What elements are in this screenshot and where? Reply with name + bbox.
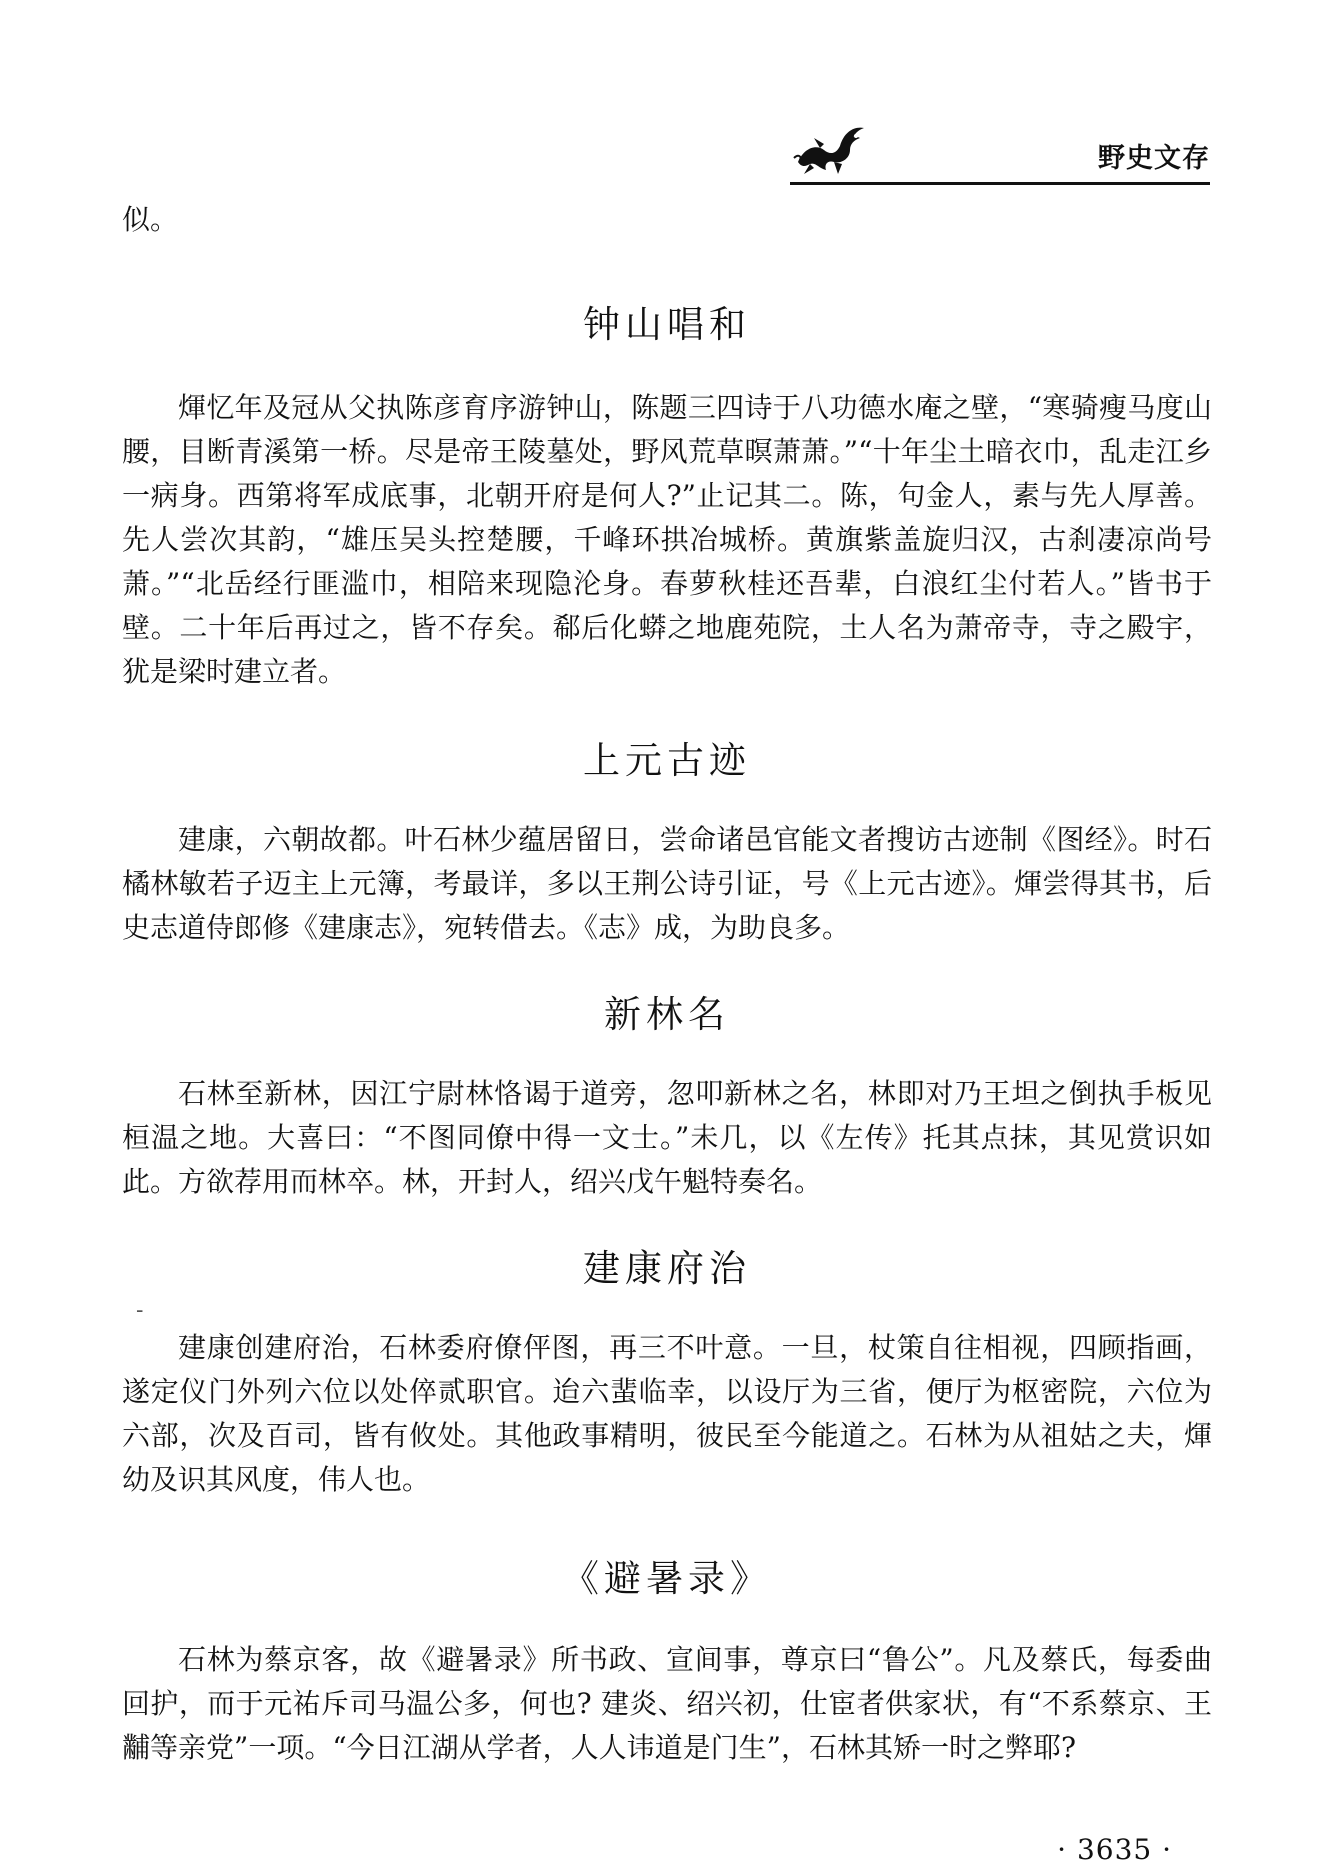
header-rule (790, 182, 1210, 185)
page-header (790, 118, 1210, 184)
section-paragraph: 建康创建府治，石林委府僚伻图，再三不叶意。一旦，杖策自往相视，四顾指画，遂定仪门外列六位以处倅贰职官。迨六蜚临幸，以设厅为三省，便厅为枢密院，六位为六部，次及百司，皆有攸处。其他政事精明，彼民至今能道之。石林为从祖姑之夫，煇幼及识其风度，伟人也。 (122, 1331, 1212, 1496)
opening-line: 似。 (122, 203, 179, 236)
section-paragraph: 建康，六朝故都。叶石林少蕴居留日，尝命诸邑官能文者搜访古迹制《图经》。时石橘林敏若子迈主上元簿，考最详，多以王荆公诗引证，号《上元古迹》。煇尝得其书，后史志道侍郎修《建康志》，宛转借去。《志》成，为助良多。 (122, 823, 1212, 944)
section-title: 钟山唱和 (583, 303, 751, 346)
section-title: 新林名 (604, 993, 730, 1036)
page-number: · 3635 · (1057, 1833, 1172, 1866)
running-title: 野史文存 (1098, 143, 1210, 174)
margin-mark: - (136, 1298, 144, 1323)
page-body (122, 198, 1212, 1770)
section-paragraph: 煇忆年及冠从父执陈彦育序游钟山，陈题三四诗于八功德水庵之壁，“寒骑瘦马度山腰，目断青溪第一桥。尽是帝王陵墓处，野风荒草暝萧萧。”“十年尘土暗衣巾，乱走江乡一病身。西第将军成底事，北朝开府是何人?”止记其二。陈，句金人，素与先人厚善。先人尝次其韵，“雄压吴头控楚腰，千峰环拱冶城桥。黄旗紫盖旋归汉，古刹凄凉尚号萧。”“北岳经行匪滥巾，相陪来现隐沦身。春萝秋桂还吾辈，白浪红尘付若人。”皆书于壁。二十年后再过之，皆不存矣。郗后化蟒之地鹿苑院，土人名为萧帝寺，寺之殿宇，犹是梁时建立者。 (122, 391, 1212, 688)
section-paragraph: 石林为蔡京客，故《避暑录》所书政、宣间事，尊京曰“鲁公”。凡及蔡氏，每委曲回护，而于元祐斥司马温公多，何也? 建炎、绍兴初，仕宦者供家状，有“不系蔡京、王黼等亲党”一项。“今日江湖从学者，人人讳道是门生”，石林其矫一时之弊耶? (122, 1643, 1212, 1764)
section-paragraph: 石林至新林，因江宁尉林恪谒于道旁，忽叩新林之名，林即对乃王坦之倒执手板见桓温之地。大喜曰：“不图同僚中得一文士。”未几，以《左传》托其点抹，其见赏识如此。方欲荐用而林卒。林，开封人，绍兴戊午魁特奏名。 (122, 1077, 1212, 1198)
section-title: 《避暑录》 (562, 1557, 772, 1600)
dragon-icon (790, 118, 870, 178)
section-title: 上元古迹 (583, 739, 751, 782)
section-title: 建康府治 (583, 1247, 751, 1290)
